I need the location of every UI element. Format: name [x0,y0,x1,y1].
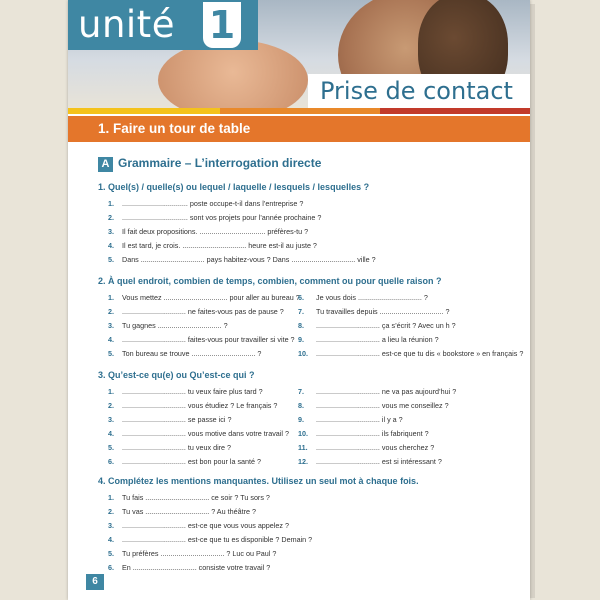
item-number: 2. [108,213,114,222]
item-number: 9. [298,415,304,424]
unit-number: 1 [203,2,241,48]
exercise-4-item [108,549,276,559]
unit-banner [68,0,530,108]
exercise-3-item [108,429,289,439]
exercise-3-item [108,457,261,467]
unit-label: unité [78,3,175,46]
exercise-2-item [108,349,261,359]
item-text: Tu vas ................................ ? Au théâtre ? [122,507,256,516]
item-number: 12. [298,457,308,466]
unit-title-box [308,74,530,108]
item-number: 6. [298,293,304,302]
item-text: ................................ vous cherchez ? [316,443,435,452]
exercise-4-item [108,563,270,573]
item-number: 3. [108,227,114,236]
exercise-2-item [108,293,300,303]
item-number: 10. [298,349,308,358]
stripe-red [380,108,530,114]
exercise-1-item [108,227,308,237]
item-text: ................................ tu veux dire ? [122,443,232,452]
item-number: 8. [298,321,304,330]
item-number: 5. [108,549,114,558]
item-number: 7. [298,387,304,396]
item-number: 1. [108,199,114,208]
item-number: 2. [108,307,114,316]
item-text: En ................................ consiste votre travail ? [122,563,271,572]
exercise-3-item [108,401,277,411]
item-text: ................................ est-ce que vous vous appelez ? [122,521,289,530]
item-text: ................................ est si intéressant ? [316,457,442,466]
item-text: ................................ vous me conseillez ? [316,401,449,410]
exercise-2-item [298,321,456,331]
item-text: ................................ est bon pour la santé ? [122,457,262,466]
exercise-3-item [298,415,403,425]
item-number: 8. [298,401,304,410]
exercise-4-item [108,493,270,503]
exercise-3-item [108,443,231,453]
exercise-3-item [298,457,442,467]
exercise-1-item [108,255,376,265]
item-number: 5. [108,443,114,452]
item-number: 6. [108,563,114,572]
item-number: 5. [108,255,114,264]
item-text: Dans ................................ pays habitez-vous ? Dans ................................ ville ? [122,255,376,264]
item-text: Tu préfères ................................ ? Luc ou Paul ? [122,549,277,558]
item-number: 4. [108,335,114,344]
item-number: 3. [108,321,114,330]
item-number: 7. [298,307,304,316]
item-text: ................................ ils fabriquent ? [316,429,429,438]
item-number: 4. [108,535,114,544]
exercise-3-item [298,387,456,397]
exercise-3-item [108,387,263,397]
item-text: Je vous dois ................................ ? [316,293,428,302]
unit-label-box [68,0,258,50]
item-text: ................................. poste occupe-t-il dans l’entreprise ? [122,199,304,208]
item-text: Vous mettez ................................ pour aller au bureau ? [122,293,300,302]
item-text: ................................ tu veux faire plus tard ? [122,387,263,396]
item-text: ................................ se passe ici ? [122,415,232,424]
page-edge [530,4,535,598]
book-page [68,0,530,600]
exercise-4-title: 4. Complétez les mentions manquantes. Utilisez un seul mot à chaque fois. [98,476,419,486]
item-number: 1. [108,493,114,502]
item-number: 3. [108,521,114,530]
exercise-3-item [298,429,429,439]
exercise-1-item [108,213,321,223]
item-text: ................................ est-ce que tu dis « bookstore » en français ? [316,349,524,358]
stripe-orange [220,108,380,114]
unit-title: Prise de contact [320,77,513,105]
item-text: ................................ ne faites-vous pas de pause ? [122,307,284,316]
item-text: Tu gagnes ................................ ? [122,321,228,330]
exercise-3-item [298,443,434,453]
page-number: 6 [86,574,104,590]
exercise-3-item [108,415,231,425]
section-header [68,116,530,142]
exercise-2-item [298,335,439,345]
section-title: 1. Faire un tour de table [98,121,251,136]
item-number: 4. [108,429,114,438]
exercise-3-title: 3. Qu’est-ce qu(e) ou Qu’est-ce qui ? [98,370,255,380]
item-text: Il fait deux propositions. ................................. préfères-tu ? [122,227,309,236]
item-text: Il est tard, je crois. ................................ heure est-il au juste ? [122,241,317,250]
exercise-2-item [298,293,428,303]
item-number: 9. [298,335,304,344]
item-number: 1. [108,293,114,302]
item-number: 1. [108,387,114,396]
exercise-4-item [108,535,312,545]
exercise-2-title: 2. À quel endroit, combien de temps, combien, comment ou pour quelle raison ? [98,276,442,286]
exercise-1-item [108,199,303,209]
item-text: ................................ ne va pas aujourd’hui ? [316,387,457,396]
photo-hand [158,40,308,108]
exercise-2-item [298,307,450,317]
item-number: 2. [108,507,114,516]
item-text: ................................ il y a ? [316,415,403,424]
item-text: Ton bureau se trouve ................................ ? [122,349,262,358]
exercise-2-item [108,321,228,331]
item-number: 5. [108,349,114,358]
exercise-2-item [108,335,295,345]
exercise-2-item [298,349,523,359]
item-text: Tu travailles depuis ................................ ? [316,307,450,316]
item-text: Tu fais ................................ ce soir ? Tu sors ? [122,493,270,502]
item-number: 4. [108,241,114,250]
item-text: ................................ est-ce que tu es disponible ? Demain ? [122,535,313,544]
item-number: 10. [298,429,308,438]
exercise-4-item [108,507,256,517]
item-text: ................................ ça s’écrit ? Avec un h ? [316,321,456,330]
exercise-4-item [108,521,289,531]
stripe-yellow [68,108,220,114]
item-text: ................................ a lieu la réunion ? [316,335,439,344]
item-number: 11. [298,443,308,452]
item-text: ................................ vous étudiez ? Le français ? [122,401,278,410]
item-text: ................................. sont vos projets pour l’année prochaine ? [122,213,322,222]
exercise-1-title: 1. Quel(s) / quelle(s) ou lequel / laquelle / lesquels / lesquelles ? [98,182,370,192]
subsection-title: Grammaire – L’interrogation directe [118,156,322,170]
subsection-badge: A [98,157,113,172]
exercise-1-item [108,241,317,251]
item-number: 3. [108,415,114,424]
item-text: ................................ faites-vous pour travailler si vite ? [122,335,295,344]
item-number: 2. [108,401,114,410]
item-text: ................................ vous motive dans votre travail ? [122,429,289,438]
exercise-3-item [298,401,449,411]
item-number: 6. [108,457,114,466]
exercise-2-item [108,307,284,317]
